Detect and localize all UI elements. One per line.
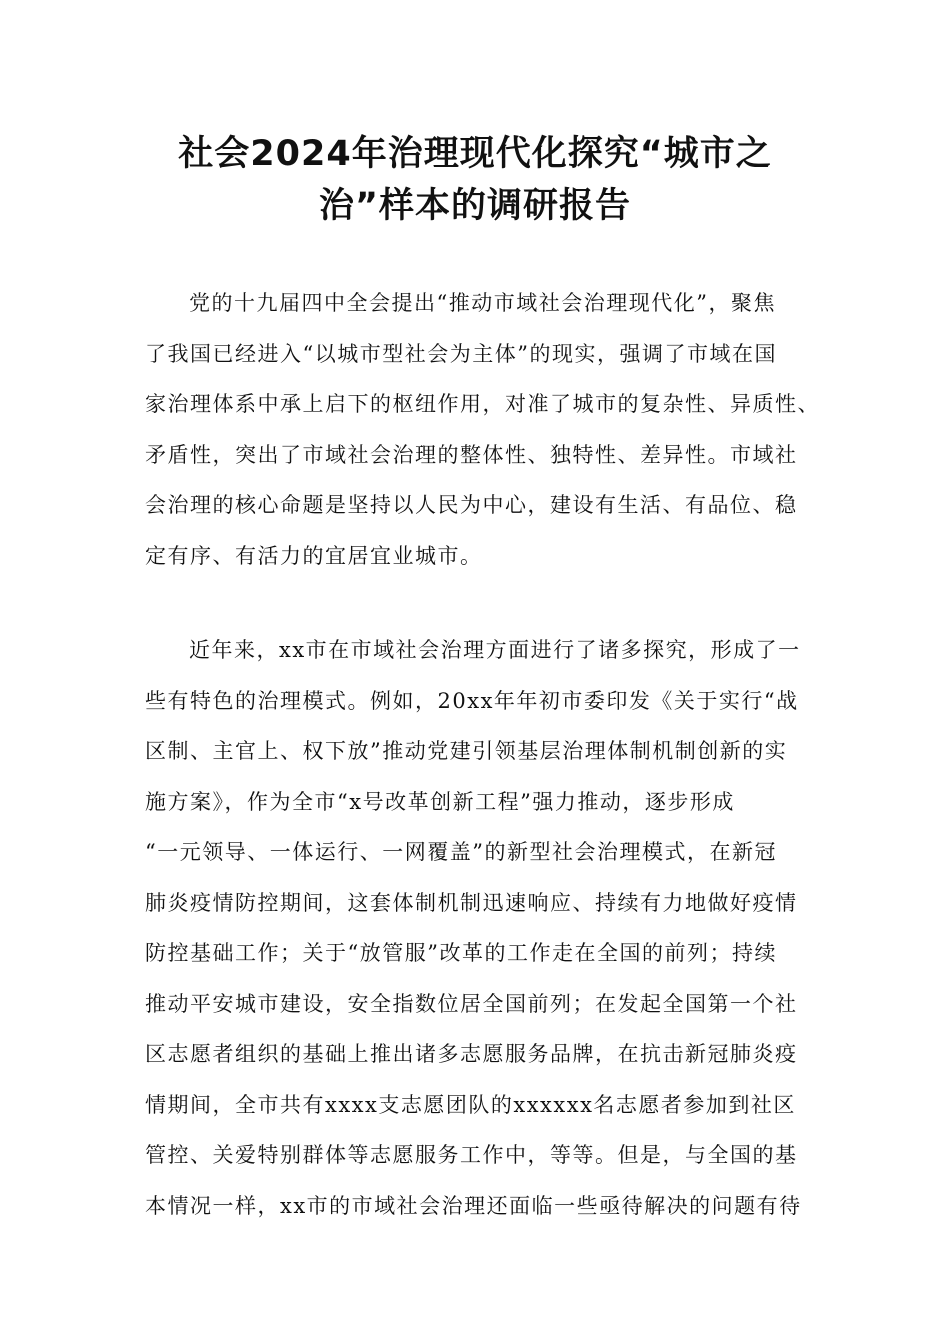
text-line: 定有序、有活力的宜居宜业城市。 <box>145 543 483 568</box>
text-line: 管控、关爱特别群体等志愿服务工作中，等等。但是，与全国的基 <box>145 1143 798 1167</box>
text-line: 本情况一样，xx市的市域社会治理还面临一些亟待解决的问题有待 <box>145 1193 802 1218</box>
text-line: 区志愿者组织的基础上推出诸多志愿服务品牌，在抗击新冠肺炎疫 <box>145 1042 798 1066</box>
text-line: 施方案》，作为全市“x号改革创新工程”强力推动，逐步形成 <box>145 789 735 814</box>
text-line: 情期间，全市共有xxxx支志愿团队的xxxxxx名志愿者参加到社区 <box>145 1092 796 1117</box>
paragraph-intro <box>145 278 825 581</box>
text-line: 了我国已经进入“以城市型社会为主体”的现实，强调了市域在国 <box>145 341 777 366</box>
text-line: “一元领导、一体运行、一网覆盖”的新型社会治理模式，在新冠 <box>145 840 777 864</box>
text-line: 防控基础工作；关于“放管服”改革的工作走在全国的前列；持续 <box>145 941 777 965</box>
text-line: 党的十九届四中全会提出“推动市域社会治理现代化”，聚焦 <box>189 291 776 315</box>
text-line: 会治理的核心命题是坚持以人民为中心，建设有生活、有品位、稳 <box>145 493 798 517</box>
title-line: 社会2024年治理现代化探究“城市之 <box>178 134 772 174</box>
text-line: 区制、主官上、权下放”推动党建引领基层治理体制机制创新的实 <box>145 739 788 763</box>
paragraph-background <box>145 625 825 1231</box>
text-line: 家治理体系中承上启下的枢纽作用，对准了城市的复杂性、异质性、 <box>145 392 820 416</box>
text-line: 矛盾性，突出了市域社会治理的整体性、独特性、差异性。市域社 <box>145 442 798 467</box>
text-line: 近年来，xx市在市域社会治理方面进行了诸多探究，形成了一 <box>189 638 801 662</box>
title-line: 治”样本的调研报告 <box>318 186 631 226</box>
text-line: 些有特色的治理模式。例如，20xx年年初市委印发《关于实行“战 <box>145 688 799 713</box>
text-line: 推动平安城市建设，安全指数位居全国前列；在发起全国第一个社 <box>145 991 798 1016</box>
document-title <box>120 128 830 232</box>
text-line: 肺炎疫情防控期间，这套体制机制迅速响应、持续有力地做好疫情 <box>145 890 798 915</box>
